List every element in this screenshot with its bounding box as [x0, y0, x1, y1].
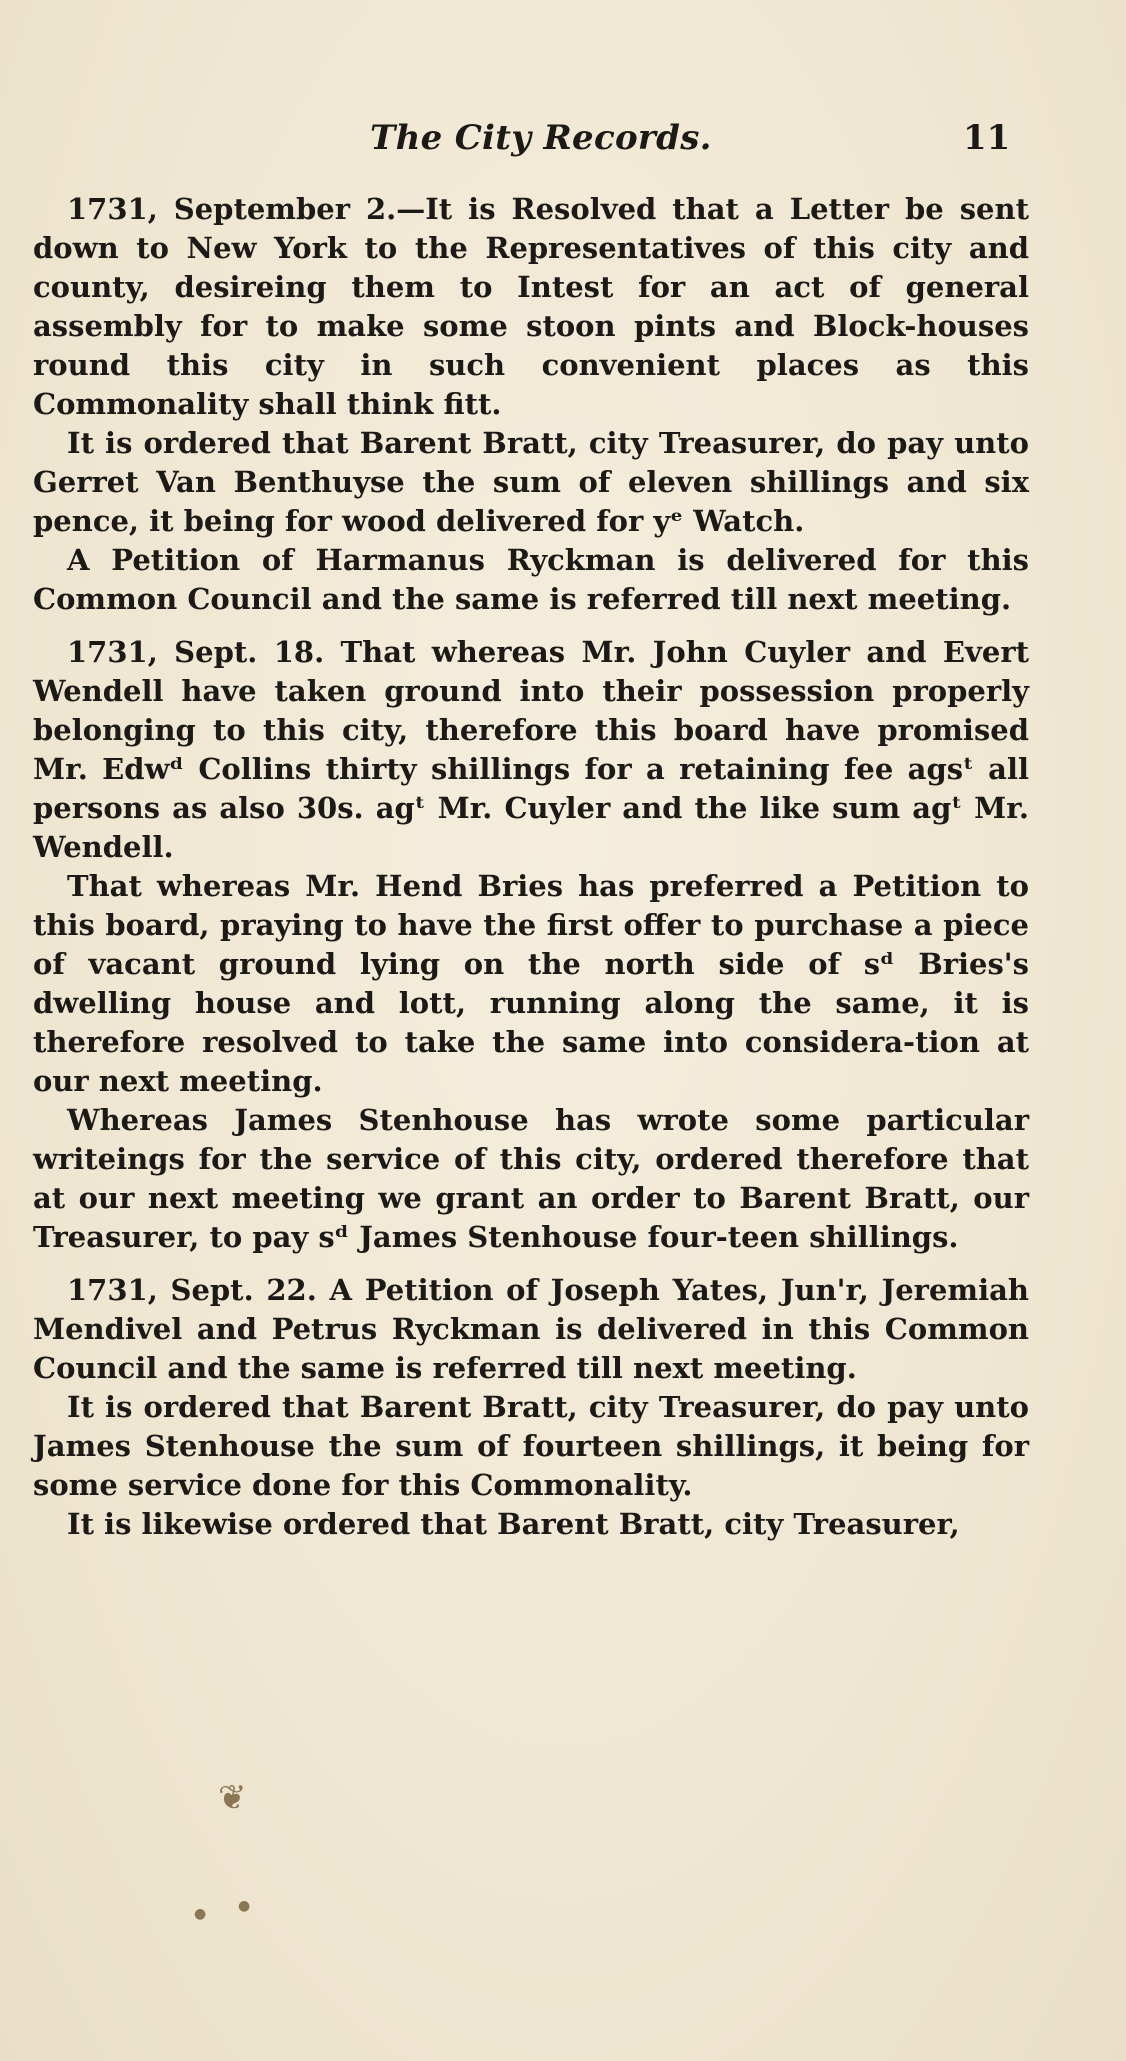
paragraph-sept-18-cuyler-wendell: 1731, Sept. 18. That whereas Mr. John Cuyler and Evert Wendell have taken ground into their possession properly belonging to this city, therefore this board have promised Mr. Edwᵈ Collins thirty shillings for a retaining fee agsᵗ all persons as also 30s. agᵗ Mr. Cuyler and the like sum agᵗ Mr. Wendell. — [33, 635, 1029, 864]
ink-speck-icon: ● — [238, 1898, 251, 1914]
paragraph-bries-petition: That whereas Mr. Hend Bries has preferred a Petition to this board, praying to have the first offer to purchase a piece of vacant ground lying on the north side of sᵈ Bries's dwelling house and lott, running along the same, it is therefore resolved to take the same into considera-tion at our next meeting. — [33, 869, 1029, 1098]
paragraph-sept-2-letter: 1731, September 2.—It is Resolved that a Letter be sent down to New York to the Representatives of this city and county, desireing them to Intest for an act of general assembly for to make some stoon pints and Block-houses round this city in such convenient places as this Commonality shall think fitt. — [33, 192, 1029, 421]
paragraph-sept-22-yates-petition: 1731, Sept. 22. A Petition of Joseph Yates, Jun'r, Jeremiah Mendivel and Petrus Ryckman is delivered in this Common Council and the same is referred till next meeting. — [33, 1273, 1029, 1385]
paragraph-likewise-ordered: It is likewise ordered that Barent Bratt, city Treasurer, — [67, 1507, 960, 1541]
page-body — [33, 190, 1029, 1544]
ink-speck-icon: ● — [194, 1906, 207, 1922]
paragraph-ryckman-petition: A Petition of Harmanus Ryckman is delivered for this Common Council and the same is referred till next meeting. — [33, 543, 1029, 616]
ink-blot-ornament-icon: ❦ — [218, 1778, 247, 1818]
paragraph-stenhouse-writeings: Whereas James Stenhouse has wrote some particular writeings for the service of this city, ordered therefore that at our next meeting we grant an order to Barent Bratt, our Treasurer, to pay sᵈ James Stenhouse four-teen shillings. — [33, 1103, 1029, 1254]
running-head-title: The City Records. — [370, 118, 712, 158]
page-number: 11 — [963, 118, 1011, 158]
paragraph-van-benthuyse-payment: It is ordered that Barent Bratt, city Treasurer, do pay unto Gerret Van Benthuyse the sum of eleven shillings and six pence, it being for wood delivered for yᵉ Watch. — [33, 426, 1029, 538]
running-head — [0, 118, 1126, 168]
paragraph-stenhouse-payment: It is ordered that Barent Bratt, city Treasurer, do pay unto James Stenhouse the sum of fourteen shillings, it being for some service done for this Commonality. — [33, 1390, 1029, 1502]
